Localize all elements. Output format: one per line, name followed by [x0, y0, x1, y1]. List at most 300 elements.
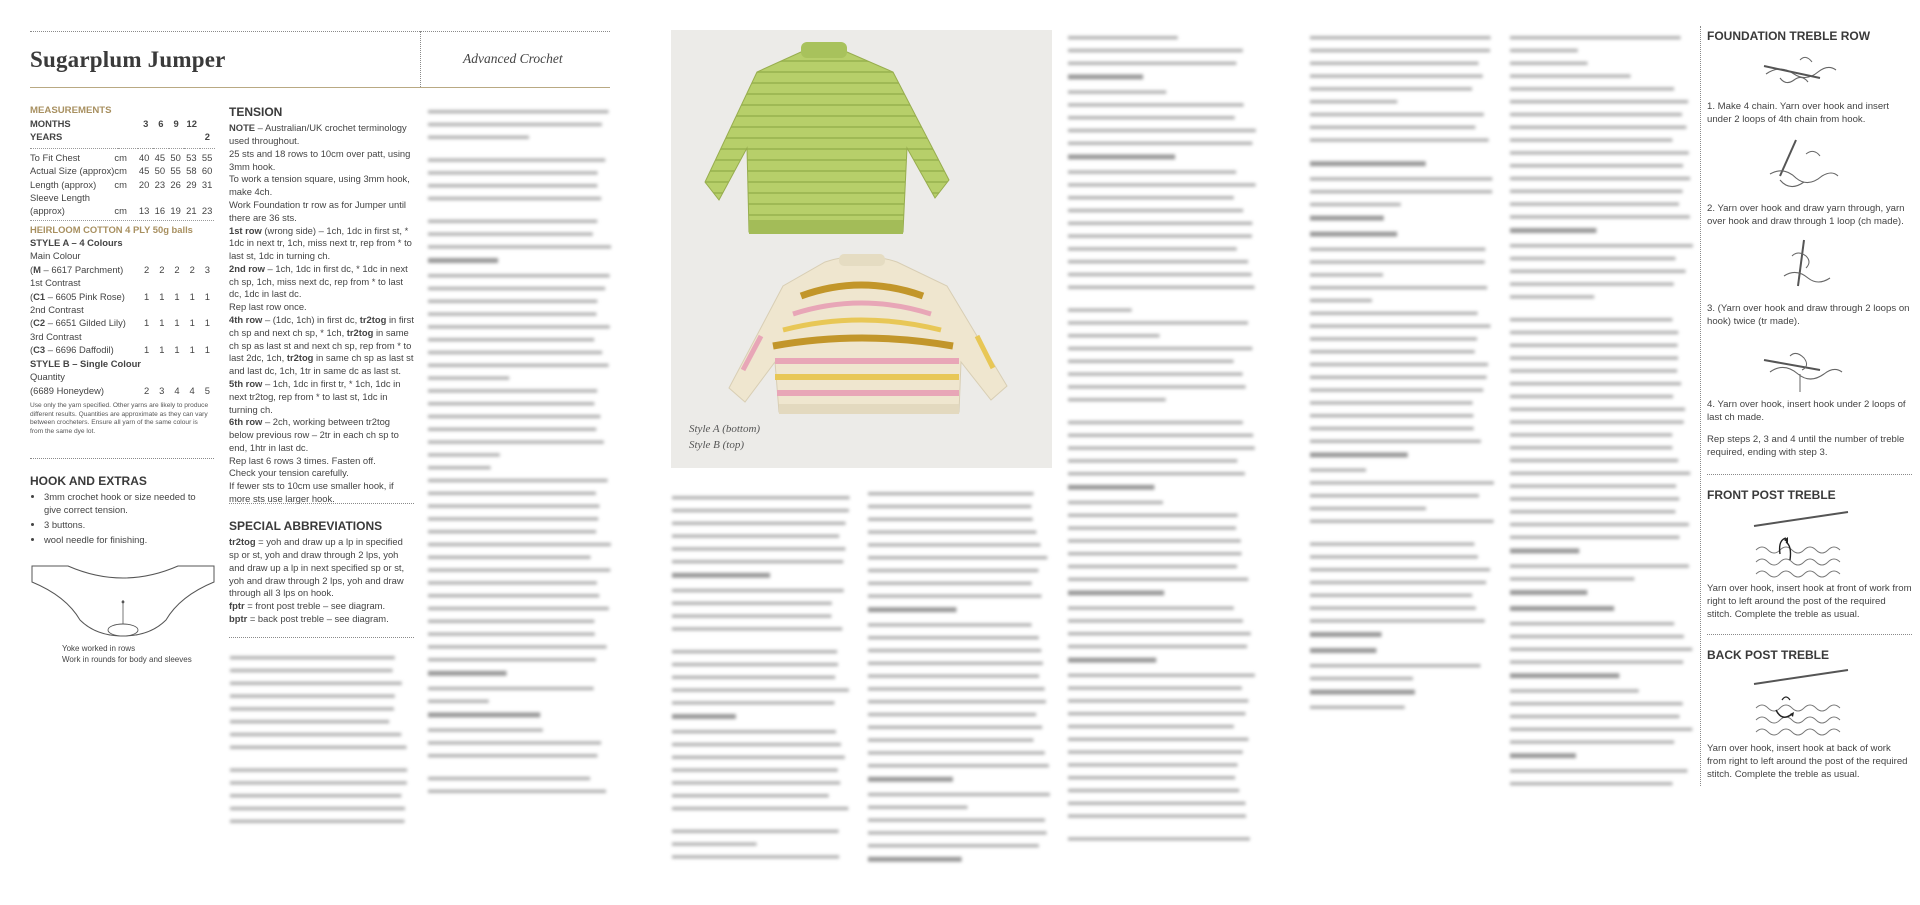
value-cell — [169, 330, 184, 343]
blurred-line — [1068, 658, 1156, 663]
blurred-line — [1510, 318, 1672, 321]
size-cell — [184, 130, 200, 143]
blurred-line — [1310, 494, 1479, 497]
table-row — [30, 330, 215, 343]
blurred-line — [1068, 74, 1143, 79]
value-cell: 1 — [204, 344, 210, 356]
list-item: • 3mm crochet hook or size needed to give correct tension. — [44, 491, 215, 517]
blurred-line — [428, 479, 608, 482]
size-cell — [169, 130, 184, 143]
size-cell — [153, 130, 168, 143]
value-cell: 20 — [138, 178, 150, 190]
row-label: Actual Size (approx) — [30, 165, 115, 177]
blurred-line — [1510, 782, 1672, 785]
blurred-line — [1068, 222, 1252, 225]
blurred-line — [1068, 763, 1238, 766]
abbrev-def: = back post treble – see diagram. — [247, 613, 389, 624]
blurred-line — [1068, 725, 1234, 728]
hook-section — [30, 473, 215, 548]
blurred-line — [428, 632, 595, 635]
value-cell: 1 — [189, 317, 195, 329]
blurred-line — [1068, 674, 1255, 677]
value-cell — [200, 276, 215, 289]
blurred-line — [672, 509, 849, 512]
blurred-line — [868, 674, 1039, 677]
honeydew-table — [30, 370, 215, 397]
blurred-line — [428, 440, 604, 443]
blurred-line — [1068, 526, 1236, 529]
blurred-line — [1510, 202, 1679, 205]
blurred-line — [1310, 49, 1490, 52]
blurred-line — [1510, 295, 1594, 298]
blurred-line — [1068, 90, 1166, 93]
blurred-line — [868, 751, 1045, 754]
blurred-line — [1510, 215, 1690, 218]
value-cell — [139, 303, 154, 316]
blurred-line — [428, 325, 610, 328]
table-row — [30, 276, 215, 289]
blurred-line — [428, 492, 596, 495]
value-cell — [199, 191, 215, 204]
foundation-step-4: 4. Yarn over hook, insert hook under 2 loops of last ch made. — [1707, 399, 1906, 424]
blurred-line — [1068, 170, 1236, 173]
blurred-line — [1510, 459, 1678, 462]
value-cell: 1 — [189, 290, 195, 302]
qty-cell: 4 — [189, 384, 195, 396]
blurred-line — [1310, 273, 1383, 276]
value-cell: 29 — [186, 178, 197, 190]
row-label: To Fit Chest — [30, 151, 81, 163]
page-title: Sugarplum Jumper — [30, 47, 226, 72]
blurred-line — [1310, 337, 1477, 340]
blurred-line — [428, 712, 540, 717]
blurred-line — [1068, 273, 1252, 276]
blurred-line — [1510, 590, 1587, 595]
blurred-line — [1510, 270, 1686, 273]
value-cell — [185, 330, 200, 343]
blurred-line — [1068, 446, 1255, 449]
step-4-illustration — [1760, 340, 1845, 396]
striped-jumper — [729, 254, 1007, 414]
blurred-line — [1310, 664, 1480, 667]
blurred-line — [230, 694, 395, 697]
blurred-line — [1068, 472, 1245, 475]
blurred-line — [868, 582, 1032, 585]
blurred-line — [1510, 74, 1631, 77]
blurred-line — [230, 807, 405, 810]
row-label: Length (approx) — [30, 178, 97, 190]
blurred-line — [1310, 706, 1405, 709]
blurred-line — [1068, 699, 1248, 702]
blurred-line — [1510, 497, 1679, 500]
blurred-line — [1068, 421, 1243, 424]
row-text: – 1ch, 1dc in first dc, * 1dc in next ch sp, 1ch, miss next dc, rep from * to last dc, 1dc in last dc. — [229, 262, 408, 300]
tension-row-2 — [229, 263, 414, 301]
value-cell: 21 — [186, 205, 197, 217]
blurred-line — [1068, 103, 1244, 106]
blurred-line — [868, 505, 1031, 508]
blurred-line — [1310, 555, 1478, 558]
qty-cell: 5 — [204, 384, 210, 396]
blurred-line — [1510, 673, 1619, 678]
blurred-line — [428, 184, 597, 187]
blurred-line — [868, 857, 962, 862]
blurred-line — [1068, 247, 1237, 250]
blurred-line — [1068, 501, 1163, 504]
yoke-diagram — [30, 562, 216, 648]
abbrev-def: = yoh and draw up a lp in specified sp or st, yoh and draw through 2 lps, yoh and draw up a lp in next specified sp or st, yoh and draw through 2 lps, yoh and draw through all 3 lps on hook. — [229, 536, 405, 599]
blurred-line — [672, 830, 839, 833]
blurred-line — [868, 556, 1047, 559]
value-cell — [154, 276, 169, 289]
blurred-line — [1068, 321, 1248, 324]
blurred-line — [868, 662, 1043, 665]
blurred-line — [230, 720, 389, 723]
years-label: YEARS — [30, 131, 63, 143]
tension-line: Work Foundation tr row as for Jumper until there are 36 sts. — [229, 199, 406, 223]
blurred-text-mid-c — [1068, 30, 1258, 860]
size-cell: 2 — [204, 131, 210, 143]
blurred-line — [1510, 356, 1678, 359]
blurred-line — [672, 627, 842, 630]
blurred-line — [1510, 420, 1684, 423]
abbreviations-heading: SPECIAL ABBREVIATIONS — [229, 519, 383, 533]
blurred-line — [672, 522, 846, 525]
blurred-line — [1068, 116, 1235, 119]
blurred-line — [1510, 331, 1678, 334]
blurred-line — [428, 389, 597, 392]
blurred-line — [1068, 837, 1250, 840]
abbrev-def: = front post treble – see diagram. — [244, 600, 386, 612]
tension-row-5 — [229, 378, 414, 416]
table-row — [30, 204, 215, 217]
tension-note — [229, 122, 414, 148]
row-label: Sleeve Length — [30, 192, 90, 204]
blurred-line — [1310, 520, 1494, 523]
blurred-line — [230, 669, 393, 672]
blurred-line — [868, 793, 1050, 796]
blurred-line — [672, 855, 839, 858]
blurred-line — [1510, 369, 1677, 372]
blurred-line — [868, 607, 956, 612]
row-label: 5th row — [229, 377, 263, 389]
blurred-line — [230, 682, 402, 685]
table-row — [30, 263, 215, 276]
blurred-line — [1310, 100, 1397, 103]
blurred-line — [428, 232, 593, 235]
blurred-line — [1510, 728, 1692, 731]
foundation-heading: FOUNDATION TREBLE ROW — [1707, 29, 1871, 43]
blurred-line — [1510, 577, 1634, 580]
value-cell — [169, 249, 184, 262]
note-text: – Australian/UK crochet terminology used throughout. — [229, 122, 407, 147]
blurred-line — [672, 781, 840, 784]
months-row — [30, 117, 215, 130]
blurred-line — [868, 636, 1039, 639]
blurred-line — [1310, 440, 1481, 443]
row-text: tr2tog — [286, 352, 314, 364]
foundation-step-1: 1. Make 4 chain. Yarn over hook and insert under 2 loops of 4th chain from hook. — [1707, 101, 1890, 126]
blurred-line — [1068, 802, 1245, 805]
blurred-line — [428, 790, 606, 793]
blurred-line — [1510, 433, 1672, 436]
qty-cell: 2 — [143, 384, 150, 396]
blurred-line — [1310, 177, 1492, 180]
value-cell: 23 — [154, 178, 166, 190]
blurred-line — [672, 768, 838, 771]
value-cell: 58 — [186, 165, 197, 177]
blurred-line — [428, 568, 610, 571]
blurred-line — [1068, 360, 1234, 363]
blurred-line — [868, 764, 1049, 767]
blurred-line — [1510, 606, 1614, 611]
blurred-line — [1510, 769, 1687, 772]
right-column-divider — [1700, 26, 1701, 786]
measurements-section — [30, 104, 215, 436]
blurred-line — [1510, 36, 1681, 39]
value-cell: 50 — [154, 165, 166, 177]
abbrev-term: tr2tog — [229, 536, 256, 548]
blurred-line — [1510, 62, 1588, 65]
row-text: in first ch sp and next ch sp, * 1ch, — [229, 314, 414, 338]
title-divider — [420, 31, 421, 87]
blurred-line — [1310, 677, 1413, 680]
tension-row-6 — [229, 416, 414, 454]
blurred-line — [1510, 138, 1672, 141]
caption-style-a: Style A (bottom) — [689, 423, 761, 435]
measurements-table — [30, 117, 215, 149]
blurred-line — [672, 714, 736, 719]
row-label: (C3 – 6696 Daffodil) — [30, 344, 114, 356]
blurred-line — [230, 794, 401, 797]
blurred-line — [428, 110, 609, 113]
blurred-line — [1310, 36, 1491, 39]
value-cell — [168, 191, 184, 204]
step-2-illustration — [1750, 136, 1840, 196]
top-rule — [30, 31, 610, 32]
blurred-line — [868, 831, 1047, 834]
product-photo — [671, 30, 1052, 468]
yarn-heading: HEIRLOOM COTTON 4 PLY 50g balls — [30, 223, 193, 235]
blurred-line — [1510, 635, 1684, 638]
blurred-line — [672, 650, 837, 653]
blurred-line — [1310, 481, 1494, 484]
blurred-line — [1310, 324, 1490, 327]
blurred-line — [1510, 257, 1676, 260]
value-cell: 45 — [154, 151, 166, 163]
blurred-line — [1510, 395, 1673, 398]
back-post-heading: BACK POST TREBLE — [1707, 648, 1830, 662]
blurred-line — [1068, 565, 1237, 568]
blurred-line — [1068, 776, 1235, 779]
tension-section — [229, 104, 414, 506]
blurred-line — [1510, 622, 1674, 625]
table-row — [30, 164, 215, 177]
blurred-line — [230, 707, 394, 710]
blurred-line — [1310, 113, 1484, 116]
step-1-illustration — [1760, 48, 1840, 98]
blurred-line — [868, 738, 1033, 741]
blurred-line — [672, 614, 831, 617]
blurred-line — [1510, 702, 1683, 705]
blurred-line — [428, 645, 607, 648]
blurred-line — [1510, 228, 1596, 233]
blurred-line — [1068, 590, 1164, 595]
size-cell: 9 — [173, 118, 179, 130]
blurred-line — [672, 560, 843, 563]
blurred-line — [672, 589, 844, 592]
blurred-line — [1310, 74, 1483, 77]
blurred-line — [1068, 196, 1234, 199]
blurred-line — [672, 701, 834, 704]
blurred-line — [428, 607, 609, 610]
value-cell: 26 — [170, 178, 181, 190]
value-cell: 1 — [144, 290, 150, 302]
blurred-line — [1310, 468, 1366, 471]
value-cell — [183, 191, 199, 204]
measurement-rows — [30, 151, 215, 218]
blurred-line — [428, 504, 599, 507]
value-cell — [200, 330, 215, 343]
value-cell: 1 — [144, 317, 150, 329]
blurred-line — [672, 534, 839, 537]
blurred-line — [1510, 689, 1639, 692]
blurred-line — [868, 569, 1038, 572]
unit-cell: cm — [114, 151, 127, 163]
tension-end: Check your tension carefully. — [229, 467, 349, 479]
blurred-line — [1310, 542, 1474, 545]
value-cell: 13 — [138, 205, 150, 217]
blurred-line — [1310, 190, 1492, 193]
blurred-line — [1510, 536, 1679, 539]
value-cell: 1 — [144, 344, 150, 356]
pattern-category: Advanced Crochet — [463, 51, 563, 66]
tension-heading: TENSION — [229, 105, 283, 119]
blurred-line — [230, 820, 404, 823]
row-label: 6th row — [229, 416, 263, 428]
tension-line: 25 sts and 18 rows to 10cm over patt, using 3mm hook. — [229, 147, 411, 172]
blurred-line — [1310, 581, 1486, 584]
row-label: 4th row — [229, 314, 263, 326]
blurred-line — [1068, 209, 1243, 212]
blurred-line — [1068, 485, 1154, 490]
blurred-line — [1068, 434, 1253, 437]
hook-heading: HOOK AND EXTRAS — [30, 474, 147, 488]
blurred-line — [1510, 49, 1578, 52]
blurred-line — [1068, 308, 1132, 311]
blurred-line — [1068, 750, 1243, 753]
row-label: (C1 – 6605 Pink Rose) — [30, 290, 125, 302]
blurred-line — [1068, 552, 1241, 555]
abbrev-term: bptr — [229, 613, 248, 624]
blurred-line — [672, 547, 845, 550]
blurred-line — [428, 530, 596, 533]
blurred-line — [1310, 138, 1489, 141]
value-cell: 19 — [170, 205, 181, 217]
blurred-line — [1510, 753, 1576, 758]
value-cell: 55 — [201, 151, 213, 163]
blurred-line — [428, 287, 605, 290]
blurred-line — [1068, 347, 1252, 350]
blurred-line — [428, 620, 594, 623]
unit-cell: cm — [114, 205, 127, 217]
blurred-line — [428, 158, 605, 161]
qty-cell: 4 — [174, 384, 180, 396]
blurred-line — [868, 687, 1045, 690]
blurred-line — [230, 746, 406, 749]
blurred-line — [428, 376, 509, 379]
value-cell: 1 — [189, 344, 195, 356]
blurred-line — [428, 658, 596, 661]
blurred-line — [868, 594, 1041, 597]
unit-cell: cm — [114, 165, 127, 177]
value-cell — [200, 303, 215, 316]
blurred-line — [1068, 459, 1237, 462]
blurred-line — [1510, 408, 1685, 411]
back-post-text: Yarn over hook, insert hook at back of work from right to left around the post of the required stitch. Complete the treble as usual. — [1707, 743, 1908, 781]
blurred-line — [1068, 385, 1246, 388]
blurred-line — [428, 466, 491, 469]
size-cell — [138, 130, 153, 143]
blurred-line — [428, 274, 610, 277]
size-cell — [200, 117, 215, 130]
blurred-line — [1510, 510, 1675, 513]
blurred-line — [1068, 372, 1243, 375]
blurred-line — [1068, 645, 1247, 648]
front-post-text: Yarn over hook, insert hook at front of work from right to left around the post of the required stitch. Complete the treble as usual. — [1707, 583, 1912, 621]
blurred-line — [1068, 738, 1248, 741]
blurred-line — [1068, 154, 1175, 159]
blurred-line — [672, 842, 757, 845]
blurred-line — [1310, 62, 1479, 65]
blurred-line — [1310, 606, 1476, 609]
blurred-line — [1510, 484, 1676, 487]
row-label: (C2 – 6651 Gilded Lily) — [30, 317, 126, 329]
value-cell: 2 — [174, 263, 180, 275]
diagram-caption-2: Work in rounds for body and sleeves — [62, 655, 192, 664]
unit-cell — [114, 191, 136, 204]
tension-row-1 — [229, 225, 414, 263]
blurred-line — [868, 518, 1033, 521]
blurred-line — [868, 700, 1046, 703]
blurred-line — [868, 726, 1042, 729]
blurred-line — [868, 713, 1036, 716]
blurred-line — [1068, 129, 1256, 132]
blurred-line — [1310, 248, 1485, 251]
blurred-line — [1068, 712, 1245, 715]
blurred-line — [1310, 507, 1426, 510]
tension-end: Rep last 6 rows 3 times. Fasten off. — [229, 454, 376, 466]
value-cell: 1 — [159, 317, 165, 329]
blurred-line — [1068, 814, 1246, 817]
list-item: • wool needle for finishing. — [44, 534, 215, 547]
years-row — [30, 130, 215, 143]
blurred-line — [428, 245, 611, 248]
front-post-bottom-rule — [1707, 634, 1912, 635]
value-cell: 3 — [204, 263, 210, 275]
hook-list — [30, 491, 215, 546]
jumper-illustration — [671, 30, 1052, 468]
blurred-line — [1510, 564, 1689, 567]
blurred-line — [1310, 568, 1490, 571]
blurred-line — [1068, 398, 1166, 401]
row-label: (approx) — [30, 205, 65, 217]
blurred-line — [1068, 36, 1178, 39]
value-cell: 50 — [170, 151, 181, 163]
yarn-note: Use only the yarn specified. Other yarns are likely to produce different results. Quantities are approximate as they can vary between crocheters. Ensure all yarn of the same colour is from the same dye lot. — [30, 402, 209, 435]
blurred-line — [1510, 87, 1674, 90]
row-label: 2nd row — [229, 262, 265, 274]
